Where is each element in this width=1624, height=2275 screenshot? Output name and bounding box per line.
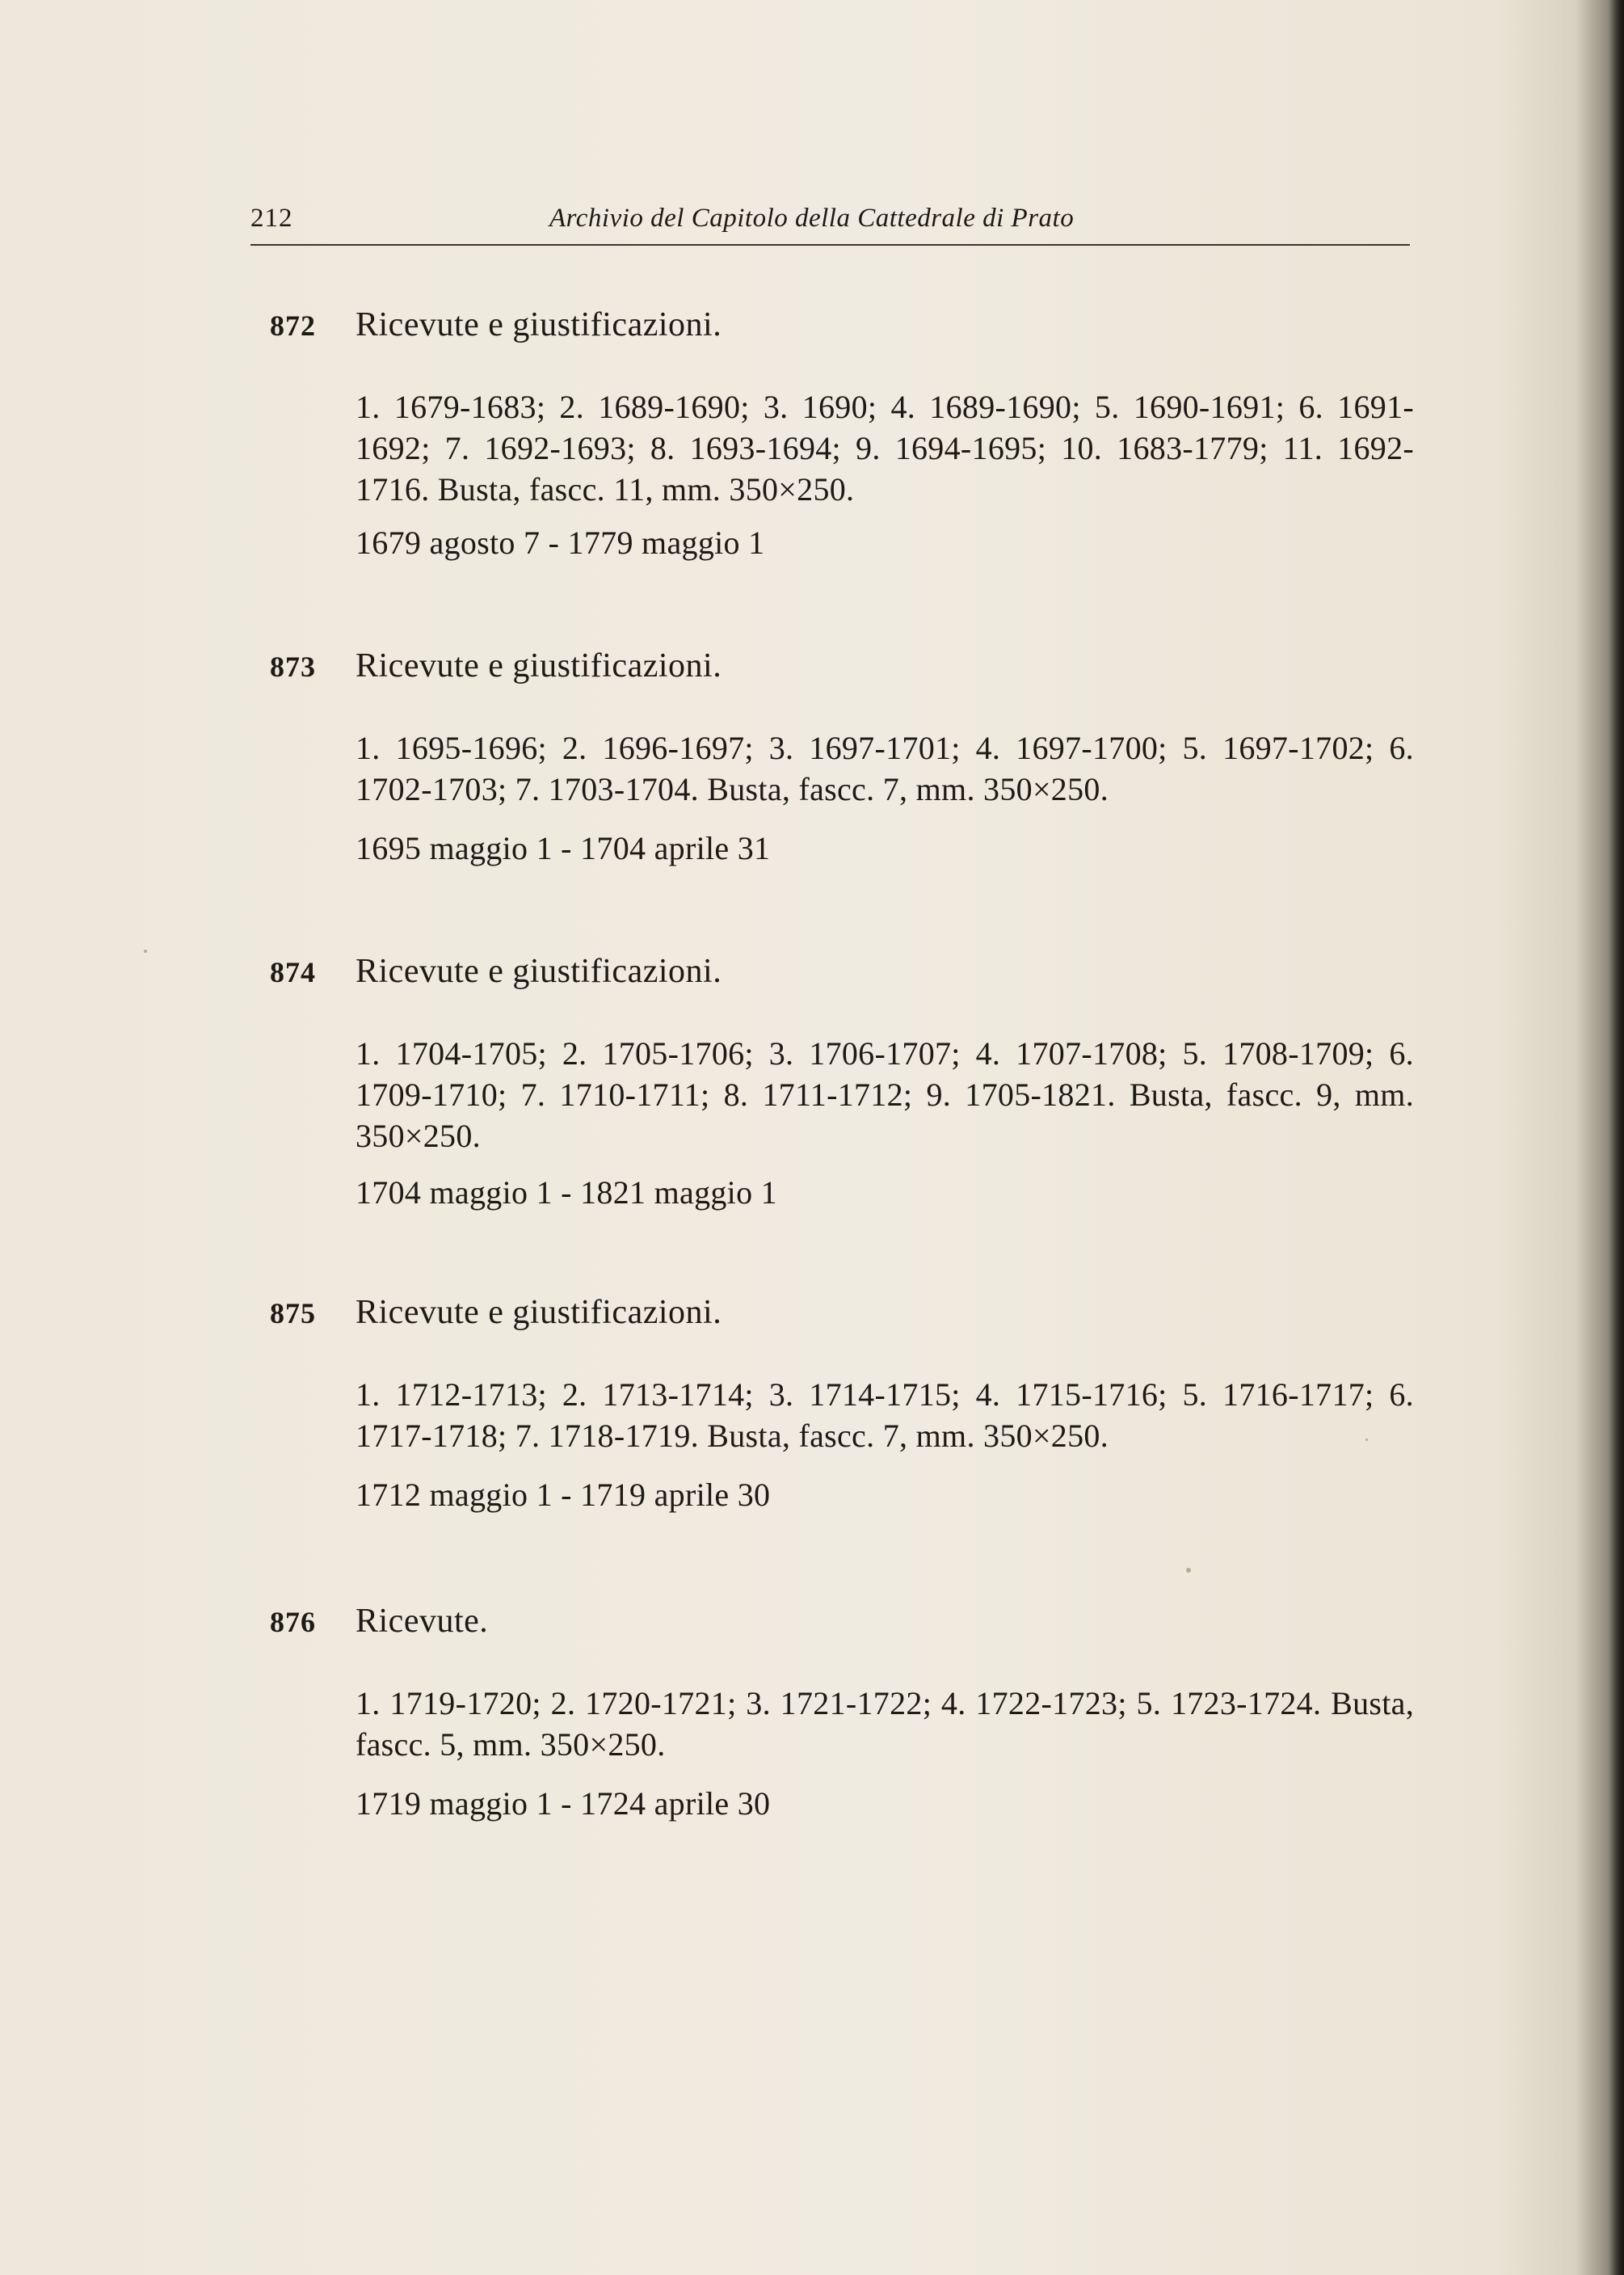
page-edge-shadow bbox=[1608, 0, 1624, 2275]
entry-description: 1. 1719-1720; 2. 1720-1721; 3. 1721-1722; 4. 1722-1723; 5. 1723-1724. Busta, fascc. 5, mm. 350×250. bbox=[356, 1685, 1414, 1763]
entry-title: Ricevute. bbox=[356, 1603, 489, 1640]
entry-date-range: 1719 maggio 1 - 1724 aprile 30 bbox=[356, 1785, 771, 1822]
entry-title: Ricevute e giustificazioni. bbox=[356, 1294, 722, 1331]
catalog-entry-873 bbox=[270, 647, 1417, 873]
entry-date-range: 1695 maggio 1 - 1704 aprile 31 bbox=[356, 830, 771, 866]
entry-title: Ricevute e giustificazioni. bbox=[356, 306, 722, 343]
entry-description: 1. 1695-1696; 2. 1696-1697; 3. 1697-1701; 4. 1697-1700; 5. 1697-1702; 6. 1702-1703; 7. 1703-1704. Busta, fascc. 7, mm. 350×250. bbox=[356, 730, 1414, 807]
entry-number: 874 bbox=[270, 956, 316, 988]
entry-number: 872 bbox=[270, 310, 316, 342]
entry-number: 875 bbox=[270, 1297, 316, 1329]
catalog-entry-872 bbox=[270, 305, 1417, 572]
catalog-entry-874 bbox=[270, 952, 1417, 1219]
running-title: Archivio del Capitolo della Cattedrale di Prato bbox=[549, 204, 1075, 233]
page-number: 212 bbox=[250, 204, 293, 233]
entry-number: 876 bbox=[270, 1606, 316, 1638]
entry-date-range: 1704 maggio 1 - 1821 maggio 1 bbox=[356, 1174, 777, 1211]
entry-description: 1. 1679-1683; 2. 1689-1690; 3. 1690; 4. 1689-1690; 5. 1690-1691; 6. 1691-1692; 7. 1692-1693; 8. 1693-1694; 9. 1694-1695; 10. 1683-1779; 11. 1692-1716. Busta, fascc. 11, mm. 350×250. bbox=[356, 389, 1414, 508]
entry-title: Ricevute e giustificazioni. bbox=[356, 647, 722, 685]
paper-speck bbox=[1186, 1568, 1191, 1573]
catalog-entry-875 bbox=[270, 1293, 1417, 1519]
entry-title: Ricevute e giustificazioni. bbox=[356, 953, 722, 990]
entry-date-range: 1712 maggio 1 - 1719 aprile 30 bbox=[356, 1477, 771, 1513]
entry-date-range: 1679 agosto 7 - 1779 maggio 1 bbox=[356, 525, 765, 561]
paper-speck bbox=[144, 950, 147, 953]
catalog-entry-876 bbox=[270, 1602, 1417, 1828]
entry-description: 1. 1712-1713; 2. 1713-1714; 3. 1714-1715; 4. 1715-1716; 5. 1716-1717; 6. 1717-1718; 7. 1718-1719. Busta, fascc. 7, mm. 350×250. bbox=[356, 1376, 1414, 1454]
running-header bbox=[250, 204, 1410, 246]
entry-number: 873 bbox=[270, 651, 316, 683]
entry-description: 1. 1704-1705; 2. 1705-1706; 3. 1706-1707; 4. 1707-1708; 5. 1708-1709; 6. 1709-1710; 7. 1710-1711; 8. 1711-1712; 9. 1705-1821. Busta, fascc. 9, mm. 350×250. bbox=[356, 1035, 1414, 1154]
